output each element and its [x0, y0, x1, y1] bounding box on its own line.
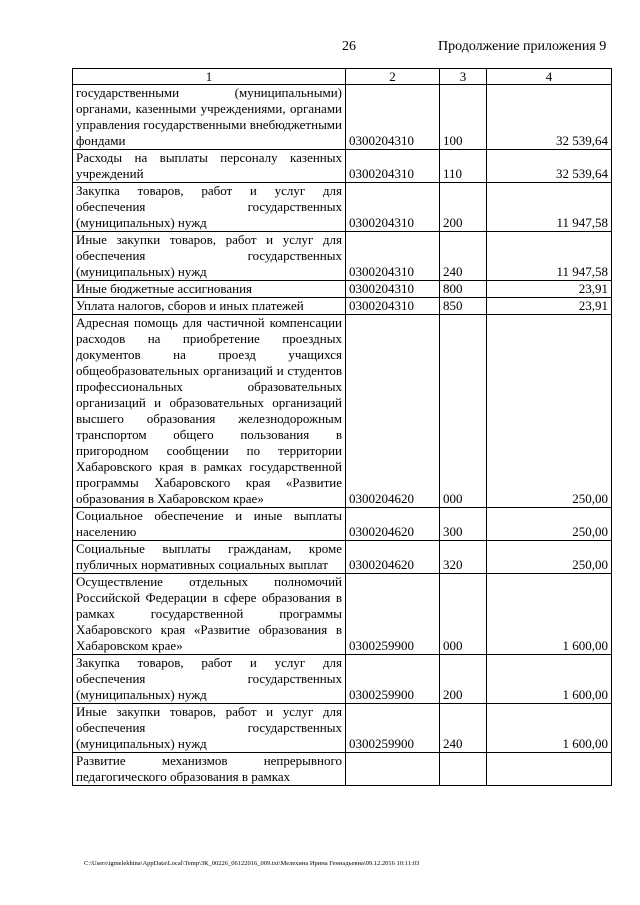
column-header: 1 — [73, 69, 346, 85]
row-expense-type-cell: 800 — [440, 281, 487, 298]
row-code-cell: 0300259900 — [346, 574, 440, 655]
row-sum-cell: 23,91 — [487, 298, 612, 315]
row-expense-type-cell: 200 — [440, 183, 487, 232]
row-name-cell: Социальные выплаты гражданам, кроме публичных нормативных социальных выплат — [73, 541, 346, 574]
row-sum-cell: 1 600,00 — [487, 655, 612, 704]
row-sum-cell: 32 539,64 — [487, 85, 612, 150]
row-code-cell: 0300259900 — [346, 655, 440, 704]
table-row — [73, 150, 612, 183]
row-expense-type-cell: 240 — [440, 704, 487, 753]
table-row — [73, 315, 612, 508]
row-name-cell: Развитие механизмов непрерывного педагогического образования в рамках — [73, 753, 346, 786]
row-code-cell: 0300204620 — [346, 315, 440, 508]
row-code-cell: 0300204620 — [346, 508, 440, 541]
row-code-cell — [346, 753, 440, 786]
row-sum-cell: 23,91 — [487, 281, 612, 298]
budget-table — [72, 68, 612, 786]
table-row — [73, 508, 612, 541]
row-expense-type-cell: 100 — [440, 85, 487, 150]
table-row — [73, 232, 612, 281]
table-row — [73, 541, 612, 574]
row-expense-type-cell: 200 — [440, 655, 487, 704]
table-row — [73, 281, 612, 298]
row-sum-cell: 1 600,00 — [487, 574, 612, 655]
page-number: 26 — [342, 39, 356, 54]
row-sum-cell: 1 600,00 — [487, 704, 612, 753]
row-expense-type-cell: 110 — [440, 150, 487, 183]
row-code-cell: 0300204310 — [346, 298, 440, 315]
row-sum-cell — [487, 753, 612, 786]
row-name-cell: Закупка товаров, работ и услуг для обеспечения государственных (муниципальных) нужд — [73, 655, 346, 704]
column-header: 2 — [346, 69, 440, 85]
row-name-cell: Адресная помощь для частичной компенсации расходов на приобретение проездных документов на проезд учащихся общеобразовательных организаций и студентов профессиональных образовательных организаций и образовательных организаций высшего образования железнодорожным транспортом общего пользования в пригородном сообщении по территории Хабаровского края в рамках государственной программы Хабаровского края «Развитие образования в Хабаровском крае» — [73, 315, 346, 508]
table-row — [73, 574, 612, 655]
row-sum-cell: 250,00 — [487, 541, 612, 574]
row-sum-cell: 11 947,58 — [487, 183, 612, 232]
row-code-cell: 0300259900 — [346, 704, 440, 753]
row-expense-type-cell: 000 — [440, 574, 487, 655]
table-row — [73, 704, 612, 753]
row-sum-cell: 250,00 — [487, 508, 612, 541]
row-expense-type-cell: 240 — [440, 232, 487, 281]
row-name-cell: Осуществление отдельных полномочий Российской Федерации в сфере образования в рамках государственной программы Хабаровского края «Развитие образования в Хабаровском крае» — [73, 574, 346, 655]
row-name-cell: Расходы на выплаты персоналу казенных учреждений — [73, 150, 346, 183]
row-expense-type-cell: 000 — [440, 315, 487, 508]
row-name-cell: Иные закупки товаров, работ и услуг для обеспечения государственных (муниципальных) нужд — [73, 704, 346, 753]
row-sum-cell: 11 947,58 — [487, 232, 612, 281]
row-code-cell: 0300204620 — [346, 541, 440, 574]
table-row — [73, 85, 612, 150]
row-code-cell: 0300204310 — [346, 281, 440, 298]
row-code-cell: 0300204310 — [346, 183, 440, 232]
row-code-cell: 0300204310 — [346, 150, 440, 183]
row-name-cell: Закупка товаров, работ и услуг для обеспечения государственных (муниципальных) нужд — [73, 183, 346, 232]
row-sum-cell: 32 539,64 — [487, 150, 612, 183]
row-code-cell: 0300204310 — [346, 85, 440, 150]
file-path-footer: C:\Users\igmelekhina\AppData\Local\Temp\ЗК_00226_06122016_009.txt\Мелехина Ирина Геннадьевна\09.12.2016 10:11:03 — [84, 860, 420, 867]
column-header: 3 — [440, 69, 487, 85]
row-name-cell: государственными (муниципальными) органами, казенными учреждениями, органами управления государственными внебюджетными фондами — [73, 85, 346, 150]
row-name-cell: Уплата налогов, сборов и иных платежей — [73, 298, 346, 315]
row-name-cell: Социальное обеспечение и иные выплаты населению — [73, 508, 346, 541]
appendix-note: Продолжение приложения 9 — [438, 39, 607, 54]
row-sum-cell: 250,00 — [487, 315, 612, 508]
row-expense-type-cell: 300 — [440, 508, 487, 541]
row-name-cell: Иные закупки товаров, работ и услуг для обеспечения государственных (муниципальных) нужд — [73, 232, 346, 281]
row-code-cell: 0300204310 — [346, 232, 440, 281]
row-expense-type-cell: 320 — [440, 541, 487, 574]
table-row — [73, 183, 612, 232]
table-row — [73, 753, 612, 786]
row-expense-type-cell: 850 — [440, 298, 487, 315]
column-header: 4 — [487, 69, 612, 85]
row-name-cell: Иные бюджетные ассигнования — [73, 281, 346, 298]
table-header-row — [73, 69, 612, 85]
table-row — [73, 298, 612, 315]
table-row — [73, 655, 612, 704]
row-expense-type-cell — [440, 753, 487, 786]
